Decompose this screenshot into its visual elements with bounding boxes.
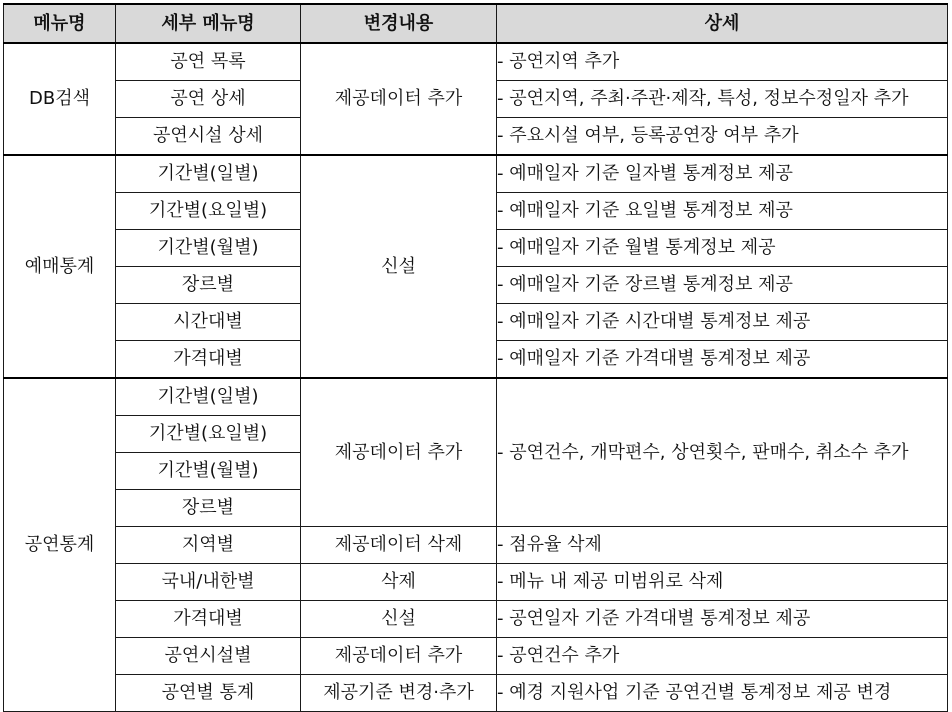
detail-cell: - 공연건수, 개막편수, 상연횟수, 판매수, 취소수 추가 bbox=[497, 378, 948, 527]
header-submenu: 세부 메뉴명 bbox=[116, 4, 301, 43]
change-cell: 제공기준 변경·추가 bbox=[301, 675, 497, 712]
submenu-cell: 장르별 bbox=[116, 490, 301, 527]
change-cell: 제공데이터 삭제 bbox=[301, 527, 497, 564]
submenu-cell: 국내/내한별 bbox=[116, 564, 301, 601]
table-row bbox=[4, 601, 948, 638]
detail-cell: - 예매일자 기준 가격대별 통계정보 제공 bbox=[497, 341, 948, 379]
table-header bbox=[4, 4, 948, 43]
header-menu: 메뉴명 bbox=[4, 4, 116, 43]
change-cell: 신설 bbox=[301, 155, 497, 378]
detail-cell: - 예매일자 기준 월별 통계정보 제공 bbox=[497, 230, 948, 267]
submenu-cell: 가격대별 bbox=[116, 341, 301, 379]
change-cell: 신설 bbox=[301, 601, 497, 638]
change-cell: 제공데이터 추가 bbox=[301, 638, 497, 675]
header-detail: 상세 bbox=[497, 4, 948, 43]
table-row bbox=[4, 564, 948, 601]
table-row bbox=[4, 155, 948, 193]
table-row bbox=[4, 638, 948, 675]
submenu-cell: 공연 목록 bbox=[116, 43, 301, 81]
menu-cell: 예매통계 bbox=[4, 155, 116, 378]
submenu-cell: 공연시설별 bbox=[116, 638, 301, 675]
table-row bbox=[4, 675, 948, 712]
submenu-cell: 공연 상세 bbox=[116, 81, 301, 118]
submenu-cell: 공연시설 상세 bbox=[116, 118, 301, 156]
menu-change-table bbox=[3, 3, 948, 712]
change-cell: 제공데이터 추가 bbox=[301, 43, 497, 155]
detail-cell: - 예매일자 기준 시간대별 통계정보 제공 bbox=[497, 304, 948, 341]
detail-cell: - 공연일자 기준 가격대별 통계정보 제공 bbox=[497, 601, 948, 638]
change-cell: 제공데이터 추가 bbox=[301, 378, 497, 527]
submenu-cell: 기간별(일별) bbox=[116, 155, 301, 193]
submenu-cell: 기간별(요일별) bbox=[116, 193, 301, 230]
submenu-cell: 지역별 bbox=[116, 527, 301, 564]
menu-cell: 공연통계 bbox=[4, 378, 116, 712]
submenu-cell: 가격대별 bbox=[116, 601, 301, 638]
detail-cell: - 공연지역, 주최·주관·제작, 특성, 정보수정일자 추가 bbox=[497, 81, 948, 118]
group-performance-stats bbox=[4, 378, 948, 712]
submenu-cell: 시간대별 bbox=[116, 304, 301, 341]
detail-cell: - 예매일자 기준 요일별 통계정보 제공 bbox=[497, 193, 948, 230]
table-row bbox=[4, 527, 948, 564]
detail-cell: - 예매일자 기준 일자별 통계정보 제공 bbox=[497, 155, 948, 193]
submenu-cell: 공연별 통계 bbox=[116, 675, 301, 712]
detail-cell: - 예매일자 기준 장르별 통계정보 제공 bbox=[497, 267, 948, 304]
submenu-cell: 기간별(요일별) bbox=[116, 416, 301, 453]
menu-cell: DB검색 bbox=[4, 43, 116, 155]
header-row bbox=[4, 4, 948, 43]
table-row bbox=[4, 378, 948, 416]
detail-cell: - 메뉴 내 제공 미범위로 삭제 bbox=[497, 564, 948, 601]
detail-cell: - 예경 지원사업 기준 공연건별 통계정보 제공 변경 bbox=[497, 675, 948, 712]
header-change: 변경내용 bbox=[301, 4, 497, 43]
detail-cell: - 주요시설 여부, 등록공연장 여부 추가 bbox=[497, 118, 948, 156]
detail-cell: - 점유율 삭제 bbox=[497, 527, 948, 564]
submenu-cell: 장르별 bbox=[116, 267, 301, 304]
submenu-cell: 기간별(월별) bbox=[116, 453, 301, 490]
group-ticket-stats bbox=[4, 155, 948, 378]
submenu-cell: 기간별(일별) bbox=[116, 378, 301, 416]
change-cell: 삭제 bbox=[301, 564, 497, 601]
group-db-search bbox=[4, 43, 948, 155]
detail-cell: - 공연건수 추가 bbox=[497, 638, 948, 675]
detail-cell: - 공연지역 추가 bbox=[497, 43, 948, 81]
submenu-cell: 기간별(월별) bbox=[116, 230, 301, 267]
table-row bbox=[4, 43, 948, 81]
